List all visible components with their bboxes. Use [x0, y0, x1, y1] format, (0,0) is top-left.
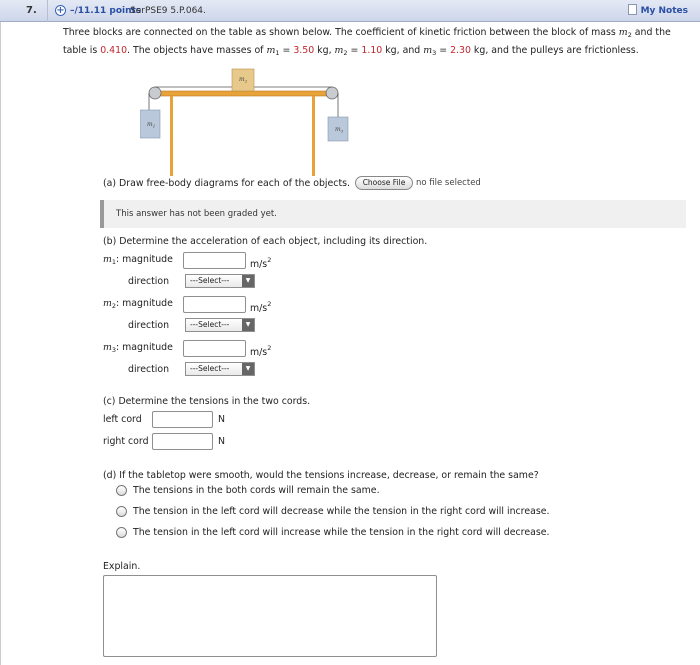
- m1-var: m: [103, 254, 112, 265]
- unit-kg-1: kg,: [314, 45, 335, 56]
- m2-magnitude-label: [103, 297, 173, 313]
- option-radio-3[interactable]: [116, 527, 127, 538]
- expand-icon[interactable]: +: [56, 5, 65, 16]
- m3-unit-text: m/s: [250, 347, 268, 358]
- mass-m3-value: 2.30: [450, 45, 471, 56]
- option-label-3[interactable]: The tension in the left cord will increase while the tension in the right cord will decrease.: [133, 527, 550, 538]
- m2-unit-text: m/s: [250, 303, 268, 314]
- question-id: SerPSE9 5.P.064.: [130, 6, 206, 16]
- m3-var: m: [103, 342, 112, 353]
- m2-label-sub: 2: [244, 78, 248, 84]
- m3-magnitude-input[interactable]: [183, 340, 246, 357]
- eq2: =: [347, 45, 362, 56]
- m2-magnitude-input[interactable]: [183, 296, 246, 313]
- chevron-down-icon: ▼: [242, 319, 254, 331]
- var-m1: m: [266, 45, 276, 56]
- m3-label: m: [335, 126, 341, 133]
- var-m2: m: [618, 27, 628, 38]
- m2-colon: : magnitude: [116, 298, 173, 309]
- problem-text-4: . The objects have masses of: [127, 45, 267, 56]
- choose-file-button[interactable]: Choose File: [355, 176, 413, 190]
- mass-m2-value: 1.10: [361, 45, 383, 56]
- m1-label-sub: 1: [152, 123, 156, 129]
- left-cord-input[interactable]: [152, 411, 213, 428]
- m3-unit-exp: 2: [267, 344, 272, 352]
- my-notes-label: My Notes: [640, 6, 688, 16]
- mass-m1-value: 3.50: [293, 45, 315, 56]
- and-word: and: [402, 45, 424, 56]
- left-cord-unit: N: [218, 414, 226, 425]
- problem-text-2: and the: [631, 27, 671, 38]
- m1-unit-exp: 2: [267, 256, 272, 264]
- m2-sub: 2: [111, 302, 117, 310]
- explain-label: Explain.: [103, 561, 141, 572]
- m3-magnitude-label: [103, 341, 173, 357]
- m2-var: m: [103, 298, 112, 309]
- option-label-2[interactable]: The tension in the left cord will decrease while the tension in the right cord will increase.: [133, 506, 550, 517]
- m2-select-value: ---Select---: [190, 320, 230, 329]
- right-cord-label: right cord: [103, 436, 149, 447]
- var-m3-sub: 3: [432, 49, 437, 57]
- notes-icon: [628, 4, 637, 15]
- var-m3: m: [423, 45, 433, 56]
- m2-unit: [250, 297, 271, 316]
- chevron-down-icon: ▼: [242, 275, 254, 287]
- friction-coefficient: 0.410: [100, 45, 128, 56]
- chevron-down-icon: ▼: [242, 363, 254, 375]
- my-notes-button[interactable]: [628, 4, 688, 18]
- part-d-prompt: (d) If the tabletop were smooth, would the tensions increase, decrease, or remain the same?: [103, 470, 539, 481]
- var-m1-sub: 1: [275, 49, 280, 57]
- var-m2-sub: 2: [627, 31, 632, 39]
- left-cord-label: left cord: [103, 414, 142, 425]
- m2-unit-exp: 2: [267, 300, 272, 308]
- problem-text-3: table is: [63, 45, 101, 56]
- option-radio-2[interactable]: [116, 506, 127, 517]
- m1-colon: : magnitude: [116, 254, 173, 265]
- m1-unit-text: m/s: [250, 259, 268, 270]
- points-label: –/11.11 points: [70, 6, 142, 16]
- pulley-right: [326, 87, 338, 99]
- eq3: =: [436, 45, 451, 56]
- m3-sub: 3: [111, 346, 117, 354]
- table-leg-left: [170, 96, 173, 176]
- var-m2b: m: [334, 45, 344, 56]
- part-c-prompt: (c) Determine the tensions in the two cords.: [103, 396, 311, 407]
- problem-text-1: Three blocks are connected on the table as shown below. The coefficient of kinetic friction between the block of mass: [63, 27, 619, 38]
- m1-unit: [250, 253, 271, 272]
- blocks-diagram: [140, 65, 360, 180]
- unit-kg-2: kg,: [382, 45, 403, 56]
- var-m2b-sub: 2: [343, 49, 348, 57]
- m2-direction-select[interactable]: [185, 318, 255, 332]
- m1-direction-label: direction: [128, 276, 170, 287]
- table-top: [158, 91, 328, 96]
- right-cord-input[interactable]: [152, 433, 213, 450]
- m1-select-value: ---Select---: [190, 276, 230, 285]
- m3-select-value: ---Select---: [190, 364, 230, 373]
- right-cord-unit: N: [218, 436, 226, 447]
- m3-direction-label: direction: [128, 364, 170, 375]
- question-header: [0, 0, 700, 22]
- m1-label: m: [147, 121, 153, 128]
- option-label-1[interactable]: The tensions in the both cords will remain the same.: [133, 485, 380, 496]
- m1-sub: 1: [111, 258, 117, 266]
- m3-colon: : magnitude: [116, 342, 173, 353]
- question-number: 7.: [0, 0, 48, 22]
- eq1: =: [279, 45, 294, 56]
- m3-unit: [250, 341, 271, 360]
- part-b-prompt: (b) Determine the acceleration of each object, including its direction.: [103, 236, 428, 247]
- part-a-prompt: (a) Draw free-body diagrams for each of the objects.: [103, 178, 350, 189]
- m2-direction-label: direction: [128, 320, 170, 331]
- no-file-label: no file selected: [416, 178, 481, 188]
- graded-note: This answer has not been graded yet.: [100, 200, 686, 228]
- problem-text-5: kg, and the pulleys are frictionless.: [470, 45, 639, 56]
- m3-direction-select[interactable]: [185, 362, 255, 376]
- m2-label: m: [239, 76, 245, 83]
- option-radio-1[interactable]: [116, 485, 127, 496]
- explain-textarea[interactable]: [103, 575, 437, 657]
- table-leg-right: [312, 96, 315, 176]
- problem-text: [63, 25, 673, 61]
- pulley-left: [149, 87, 161, 99]
- m1-direction-select[interactable]: [185, 274, 255, 288]
- m1-magnitude-input[interactable]: [183, 252, 246, 269]
- m3-label-sub: 3: [340, 128, 344, 134]
- m1-magnitude-label: [103, 253, 173, 269]
